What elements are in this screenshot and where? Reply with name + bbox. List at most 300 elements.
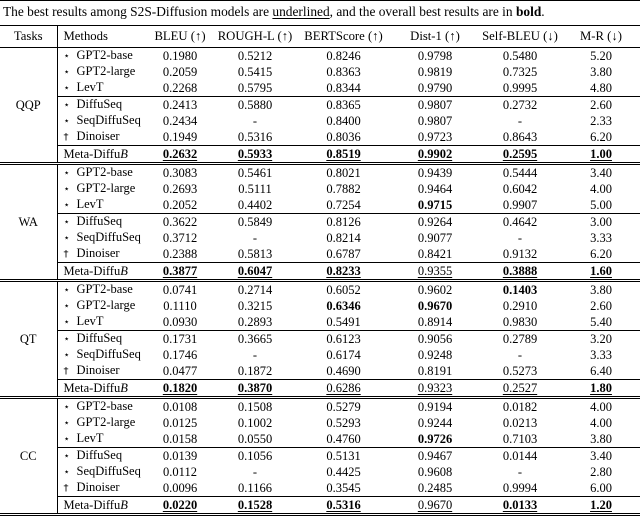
method-name [57,262,145,280]
table-row [0,213,640,230]
value-cell: 3.40 [562,447,640,464]
star-icon: ⋆ [63,467,70,479]
value-cell: 0.0125 [162,415,198,430]
header-row [0,25,640,47]
value-cell: 4.00 [590,415,612,430]
table-row [0,447,640,464]
method-name [57,298,145,314]
method-label: Dinoiser [76,480,120,495]
star-icon: ⋆ [63,451,70,463]
value-cell: 0.1508 [237,399,273,414]
table-row [0,181,640,197]
star-icon: ⋆ [63,402,70,414]
value-cell: 4.00 [590,181,612,196]
results-table [0,25,640,516]
value-cell: 0.2595 [478,145,562,163]
value-cell: 0.9807 [417,113,453,128]
value-cell: 1.00 [562,145,640,163]
value-cell: 0.9830 [502,314,538,329]
star-icon: ⋆ [63,301,70,313]
table-row [0,262,640,280]
value-cell: 0.1949 [162,129,198,144]
value-cell: 0.9902 [392,145,478,163]
table-row [0,431,640,448]
value-cell: 0.9264 [392,213,478,230]
method-label: DiffuSeq [76,214,123,229]
value-cell: 0.7325 [502,64,538,79]
star-icon: ⋆ [63,350,70,362]
table-row [0,314,640,331]
table-row [0,280,640,298]
value-cell: 0.9715 [417,197,453,212]
value-cell: - [252,113,258,128]
value-cell: 3.20 [562,330,640,347]
table-row [0,145,640,163]
value-cell: 4.00 [590,399,612,414]
value-cell: 0.8126 [295,213,392,230]
value-cell: 0.1528 [215,496,295,514]
value-cell: 0.5293 [326,415,361,430]
table-row [0,298,640,314]
method-label: GPT2-large [76,415,136,430]
value-cell: 0.4642 [478,213,562,230]
table-row [0,496,640,514]
value-cell: 0.5444 [502,165,538,180]
table-row [0,197,640,214]
value-cell: - [252,230,258,245]
method-label: LevT [76,314,104,329]
method-label: Dinoiser [76,129,120,144]
value-cell: 0.8365 [295,96,392,113]
value-cell: 0.2388 [162,246,198,261]
value-cell: 0.0220 [145,496,215,514]
value-cell: 0.9244 [417,415,453,430]
value-cell: 0.9994 [502,480,538,495]
method-label: LevT [76,431,104,446]
value-cell: 0.9132 [502,246,538,261]
method-name [57,314,145,331]
method-name [57,480,145,497]
table-row [0,96,640,113]
method-label: Meta-Diffu [63,380,121,395]
star-icon: ⋆ [63,285,70,297]
value-cell: 0.5813 [237,246,273,261]
method-name [57,397,145,415]
value-cell: 0.4760 [326,431,361,446]
method-name [57,347,145,363]
value-cell: 0.8344 [326,80,361,95]
star-icon: ⋆ [63,334,70,346]
star-icon: ⋆ [63,434,70,446]
table-row [0,480,640,497]
value-cell: 0.9248 [417,347,453,362]
method-label: LevT [76,197,104,212]
value-cell: 0.5880 [215,96,295,113]
task-label: QQP [0,47,57,163]
method-name [57,246,145,263]
value-cell: 0.0550 [237,431,273,446]
value-cell: 0.3712 [162,230,198,245]
value-cell: 0.3083 [162,165,198,180]
star-icon: ⋆ [63,116,70,128]
value-cell: 0.6174 [326,347,361,362]
value-cell: 5.40 [590,314,612,329]
value-cell: 0.6787 [326,246,361,261]
method-label: GPT2-base [76,399,133,414]
value-cell: - [517,464,523,479]
table-row [0,347,640,363]
value-cell: 3.00 [562,213,640,230]
value-cell: 6.00 [590,480,612,495]
method-name [57,415,145,431]
method-label: LevT [76,80,104,95]
method-name [57,363,145,380]
method-name [57,496,145,514]
value-cell: 0.4425 [326,464,361,479]
value-cell: 6.20 [590,246,612,261]
value-cell: 5.20 [590,48,612,63]
method-name [57,447,145,464]
caption-text: bold [515,4,542,19]
value-cell: - [517,347,523,362]
col-header-dist-1: Dist-1 (↑) [392,25,478,47]
value-cell: 0.5480 [502,48,538,63]
method-label: SeqDiffuSeq [76,230,141,245]
value-cell: 0.5111 [238,181,272,196]
value-cell: 0.1746 [162,347,198,362]
col-header-rough-l: ROUGH-L (↑) [215,25,295,47]
value-cell: 0.2714 [237,282,273,297]
method-label: DiffuSeq [76,448,123,463]
value-cell: 3.80 [590,64,612,79]
value-cell: 0.0213 [502,415,538,430]
table-row [0,47,640,64]
value-cell: 0.5415 [237,64,273,79]
value-cell: 0.5212 [237,48,273,63]
value-cell: 0.0182 [502,399,538,414]
value-cell: - [517,113,523,128]
method-label: GPT2-base [76,282,133,297]
value-cell: 1.60 [562,262,640,280]
value-cell: 0.8363 [326,64,361,79]
value-cell: 0.2434 [162,113,198,128]
value-cell: 0.5491 [326,314,361,329]
value-cell: 0.7882 [326,181,361,196]
task-label: WA [0,163,57,280]
value-cell: 0.9077 [417,230,453,245]
value-cell: - [517,230,523,245]
value-cell: 0.0741 [162,282,198,297]
dagger-icon: † [63,483,69,495]
value-cell: 0.9726 [417,431,453,446]
value-cell: 0.2527 [478,379,562,397]
table-row [0,379,640,397]
value-cell: 0.0108 [162,399,198,414]
value-cell: 0.9807 [392,96,478,113]
table-row [0,163,640,181]
table-row [0,246,640,263]
value-cell: 0.1110 [163,298,197,313]
value-cell: 0.8233 [295,262,392,280]
method-label: Dinoiser [76,363,120,378]
method-label: GPT2-base [76,48,133,63]
value-cell: 0.0144 [478,447,562,464]
star-icon: ⋆ [63,418,70,430]
value-cell: 0.9464 [417,181,453,196]
value-cell: 0.9995 [502,80,538,95]
table-row [0,330,640,347]
value-cell: 0.5795 [237,80,273,95]
table-row [0,415,640,431]
value-cell: - [252,464,258,479]
method-name [57,129,145,146]
value-cell: 0.5316 [237,129,273,144]
caption-text: . [541,4,545,19]
value-cell: 0.8400 [326,113,361,128]
value-cell: 0.9194 [417,399,453,414]
method-label-suffix: B [120,146,128,161]
value-cell: 0.9467 [392,447,478,464]
star-icon: ⋆ [63,217,70,229]
method-label: DiffuSeq [76,331,123,346]
method-name [57,80,145,97]
value-cell: 0.9819 [417,64,453,79]
value-cell: 0.1002 [237,415,273,430]
value-cell: 3.33 [590,347,612,362]
col-header-methods: Methods [57,25,145,47]
value-cell: 0.9056 [392,330,478,347]
value-cell: 0.1403 [502,282,538,297]
caption-text: The best results among S2S-Diffusion models are [3,4,273,19]
value-cell: 0.2893 [237,314,273,329]
method-name [57,379,145,397]
value-cell: 0.1820 [145,379,215,397]
star-icon: ⋆ [63,200,70,212]
value-cell: 0.2789 [478,330,562,347]
value-cell: 4.80 [590,80,612,95]
value-cell: 0.8246 [326,48,361,63]
method-name [57,330,145,347]
value-cell: 0.8191 [417,363,453,378]
star-icon: ⋆ [63,83,70,95]
value-cell: 0.9723 [417,129,453,144]
star-icon: ⋆ [63,100,70,112]
value-cell: 0.0112 [163,464,197,479]
value-cell: 0.6042 [502,181,538,196]
method-label: SeqDiffuSeq [76,113,141,128]
value-cell: 0.7254 [326,197,361,212]
table-caption [0,0,640,25]
method-name [57,47,145,64]
table-row [0,64,640,80]
star-icon: ⋆ [63,184,70,196]
value-cell: 0.9670 [417,298,453,313]
method-label: DiffuSeq [76,97,123,112]
method-label: Dinoiser [76,246,120,261]
col-header-bleu: BLEU (↑) [145,25,215,47]
value-cell: 0.5316 [295,496,392,514]
value-cell: 0.5461 [237,165,273,180]
method-name [57,64,145,80]
value-cell: 2.60 [562,96,640,113]
value-cell: 0.0139 [145,447,215,464]
col-header-tasks: Tasks [0,25,57,47]
method-label-suffix: B [120,263,128,278]
value-cell: 0.3665 [215,330,295,347]
value-cell: 0.6047 [215,262,295,280]
value-cell: 0.9602 [417,282,453,297]
value-cell: 2.60 [590,298,612,313]
method-label-suffix: B [120,497,128,512]
method-label: GPT2-large [76,298,136,313]
value-cell: 0.5273 [502,363,538,378]
value-cell: 3.80 [590,282,612,297]
table-row [0,230,640,246]
method-label: SeqDiffuSeq [76,464,141,479]
method-label: GPT2-base [76,165,133,180]
value-cell: 0.3888 [478,262,562,280]
value-cell: 5.00 [590,197,612,212]
col-header-bertscore: BERTScore (↑) [295,25,392,47]
value-cell: 2.33 [590,113,612,128]
value-cell: 3.40 [590,165,612,180]
table-row [0,129,640,146]
dagger-icon: † [63,366,69,378]
method-label: Meta-Diffu [63,497,121,512]
value-cell: 0.8914 [417,314,453,329]
value-cell: 0.2485 [417,480,453,495]
value-cell: 0.5849 [215,213,295,230]
value-cell: 0.4402 [237,197,273,212]
value-cell: 0.2268 [162,80,198,95]
method-name [57,181,145,197]
value-cell: 3.33 [590,230,612,245]
value-cell: 0.6052 [326,282,361,297]
dagger-icon: † [63,249,69,261]
value-cell: 0.1872 [237,363,273,378]
table-row [0,397,640,415]
method-name [57,163,145,181]
value-cell: 1.80 [562,379,640,397]
dagger-icon: † [63,132,69,144]
value-cell: 0.0477 [162,363,198,378]
value-cell: 1.20 [562,496,640,514]
star-icon: ⋆ [63,317,70,329]
method-name [57,230,145,246]
value-cell: 0.3877 [145,262,215,280]
value-cell: 0.8643 [502,129,538,144]
table-row [0,80,640,97]
value-cell: 3.80 [590,431,612,446]
table-row [0,464,640,480]
value-cell: 0.9608 [417,464,453,479]
method-name [57,145,145,163]
value-cell: 0.9323 [392,379,478,397]
value-cell: 0.1056 [215,447,295,464]
value-cell: 0.2693 [162,181,198,196]
task-label: QT [0,280,57,397]
value-cell: 0.5131 [295,447,392,464]
value-cell: 0.9798 [417,48,453,63]
star-icon: ⋆ [63,233,70,245]
value-cell: 6.40 [590,363,612,378]
value-cell: 0.9907 [502,197,538,212]
value-cell: 0.6286 [295,379,392,397]
value-cell: 0.0096 [162,480,198,495]
value-cell: 0.0930 [162,314,198,329]
value-cell: 0.0133 [478,496,562,514]
value-cell: 0.9439 [417,165,453,180]
method-label: GPT2-large [76,181,136,196]
method-name [57,113,145,129]
method-name [57,213,145,230]
task-label: CC [0,397,57,514]
method-label: Meta-Diffu [63,146,121,161]
value-cell: 0.1731 [145,330,215,347]
value-cell: 0.8519 [295,145,392,163]
value-cell: 0.6123 [295,330,392,347]
value-cell: 0.2732 [478,96,562,113]
col-header-m-r: M-R (↓) [562,25,640,47]
value-cell: 0.8421 [417,246,453,261]
value-cell: 0.2059 [162,64,198,79]
method-label: Meta-Diffu [63,263,121,278]
value-cell: 0.4690 [326,363,361,378]
table-row [0,113,640,129]
method-label: GPT2-large [76,64,136,79]
method-label-suffix: B [120,380,128,395]
value-cell: 0.3622 [145,213,215,230]
star-icon: ⋆ [63,67,70,79]
caption-text: , and the overall best results are in [329,4,516,19]
star-icon: ⋆ [63,51,70,63]
value-cell: 0.5279 [326,399,361,414]
value-cell: 0.8214 [326,230,361,245]
caption-text: underlined [272,4,330,19]
value-cell: 0.3215 [237,298,273,313]
value-cell: 0.1980 [162,48,198,63]
value-cell: 0.9355 [392,262,478,280]
value-cell: 0.5933 [215,145,295,163]
method-label: SeqDiffuSeq [76,347,141,362]
value-cell: 0.3870 [215,379,295,397]
method-name [57,280,145,298]
value-cell: 0.7103 [502,431,538,446]
value-cell: 0.9670 [392,496,478,514]
value-cell: 0.6346 [326,298,361,313]
value-cell: 0.2632 [145,145,215,163]
method-name [57,464,145,480]
value-cell: 0.2052 [162,197,198,212]
value-cell: 0.2413 [145,96,215,113]
value-cell: 0.2910 [502,298,538,313]
value-cell: 0.3545 [326,480,361,495]
value-cell: 0.9790 [417,80,453,95]
method-name [57,431,145,448]
method-name [57,197,145,214]
star-icon: ⋆ [63,168,70,180]
value-cell: - [252,347,258,362]
table-row [0,363,640,380]
method-name [57,96,145,113]
value-cell: 0.0158 [162,431,198,446]
value-cell: 0.1166 [238,480,272,495]
value-cell: 0.8036 [326,129,361,144]
value-cell: 0.8021 [326,165,361,180]
value-cell: 6.20 [590,129,612,144]
value-cell: 2.80 [590,464,612,479]
col-header-self-bleu: Self-BLEU (↓) [478,25,562,47]
